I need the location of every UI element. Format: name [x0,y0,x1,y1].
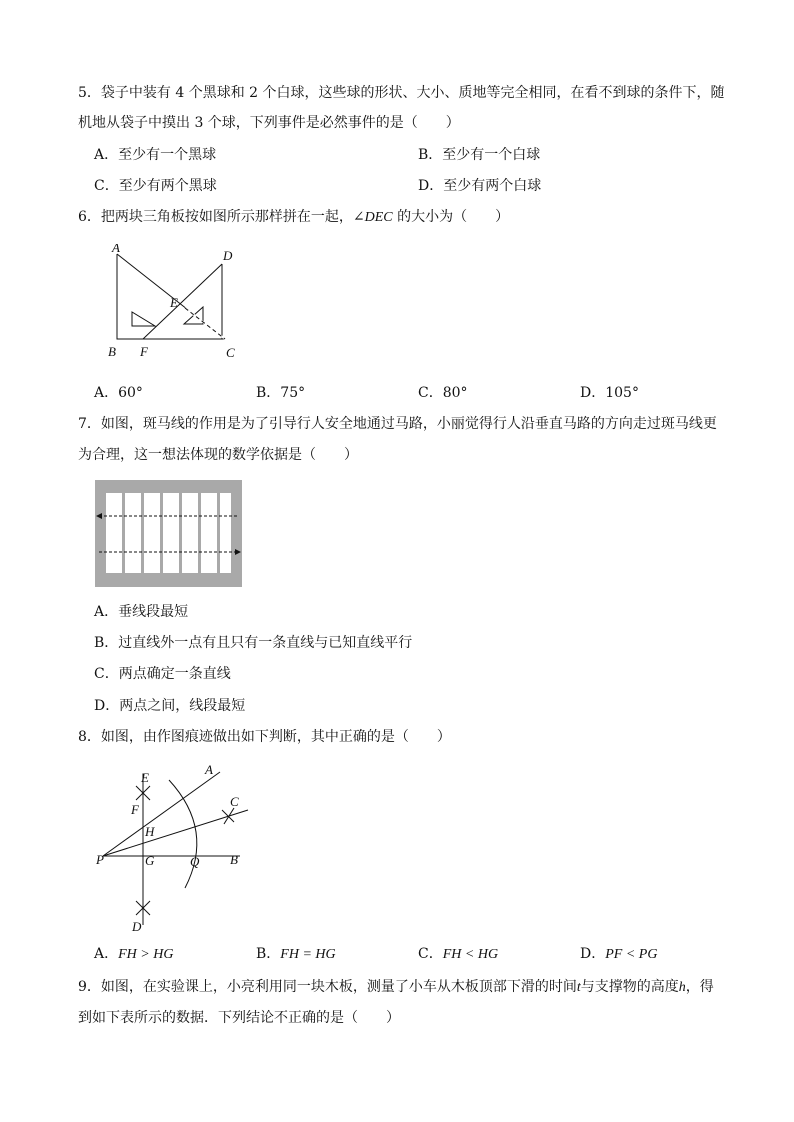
q5-option-d[interactable]: D．至少有两个白球 [418,178,542,194]
q8-label-g: G [145,853,155,868]
q5-option-c[interactable]: C．至少有两个黑球 [94,178,217,194]
q8-label-h: H [145,824,155,839]
q9-line1 [78,978,714,997]
q8-option-b-letter: B． [256,946,281,962]
q6-label-a: A [112,244,120,255]
q6-option-c[interactable]: C．80° [418,385,468,401]
q7-line1: 7．如图，斑马线的作用是为了引导行人安全地通过马路，小丽觉得行人沿垂直马路的方向走过斑马线更 [78,416,717,432]
q6-label-e: E [170,295,178,310]
q9-var-t: t [576,980,581,995]
q9-var-h: h [678,980,686,995]
q9-text-c: ，得 [685,979,714,995]
q8-construction-figure [90,760,255,935]
q8-label-e: E [141,770,149,785]
q6-label-c: C [226,345,235,360]
q8-option-b-math: FH = HG [280,947,336,962]
q8-label-a: A [205,762,213,777]
q7-option-d[interactable]: D．两点之间，线段最短 [94,698,246,714]
q6-option-d[interactable]: D．105° [580,385,639,401]
q6-stem [78,208,509,227]
q8-option-d-letter: D． [580,946,606,962]
q6-label-f: F [140,344,148,359]
q7-option-b[interactable]: B．过直线外一点有且只有一条直线与已知直线平行 [94,635,413,651]
q7-line2: 为合理，这一想法体现的数学依据是（ ） [78,447,358,463]
q5-line1: 5．袋子中装有 4 个黑球和 2 个白球，这些球的形状、大小、质地等完全相同，在看不到球的条件下，随 [78,85,725,101]
q8-label-c: C [230,794,239,809]
q6-stem-end: 的大小为（ ） [392,209,510,225]
q6-option-b[interactable]: B．75° [256,385,306,401]
q6-label-b: B [108,344,116,359]
q8-option-a[interactable] [94,945,173,964]
q8-option-a-math: FH > HG [118,947,174,962]
q8-label-p: P [96,852,104,867]
q6-stem-text: 6．把两块三角板按如图所示那样拼在一起， [78,209,353,225]
q9-text-b: 与支撑物的高度 [580,979,679,995]
q8-label-f: F [131,802,139,817]
q7-option-a[interactable]: A．垂线段最短 [94,604,189,620]
q8-label-d: D [132,919,142,934]
q8-option-c-letter: C． [418,946,443,962]
q8-option-b[interactable] [256,945,336,964]
q8-label-b: B [230,852,238,867]
q7-option-c[interactable]: C．两点确定一条直线 [94,666,231,682]
q8-option-a-letter: A． [94,946,119,962]
q5-option-b[interactable]: B．至少有一个白球 [418,147,541,163]
q9-text-a: 9．如图，在实验课上，小亮利用同一块木板，测量了小车从木板顶部下滑的时间 [78,979,577,995]
q8-option-c[interactable] [418,945,498,964]
q8-option-d-math: PF < PG [605,947,658,962]
q9-line2: 到如下表所示的数据．下列结论不正确的是（ ） [78,1010,400,1026]
q6-label-d: D [223,248,233,263]
q5-option-a[interactable]: A．至少有一个黑球 [94,147,217,163]
q8-label-q: Q [190,854,200,869]
q8-stem: 8．如图，由作图痕迹做出如下判断，其中正确的是（ ） [78,729,451,745]
q6-angle: ∠DEC [352,210,393,225]
q8-option-c-math: FH < HG [442,947,499,962]
q6-triangle-figure [100,244,250,364]
q6-option-a[interactable]: A．60° [94,385,143,401]
q8-option-d[interactable] [580,945,657,964]
q5-line2: 机地从袋子中摸出 3 个球，下列事件是必然事件的是（ ） [78,115,460,131]
q7-crosswalk-figure [95,480,242,587]
